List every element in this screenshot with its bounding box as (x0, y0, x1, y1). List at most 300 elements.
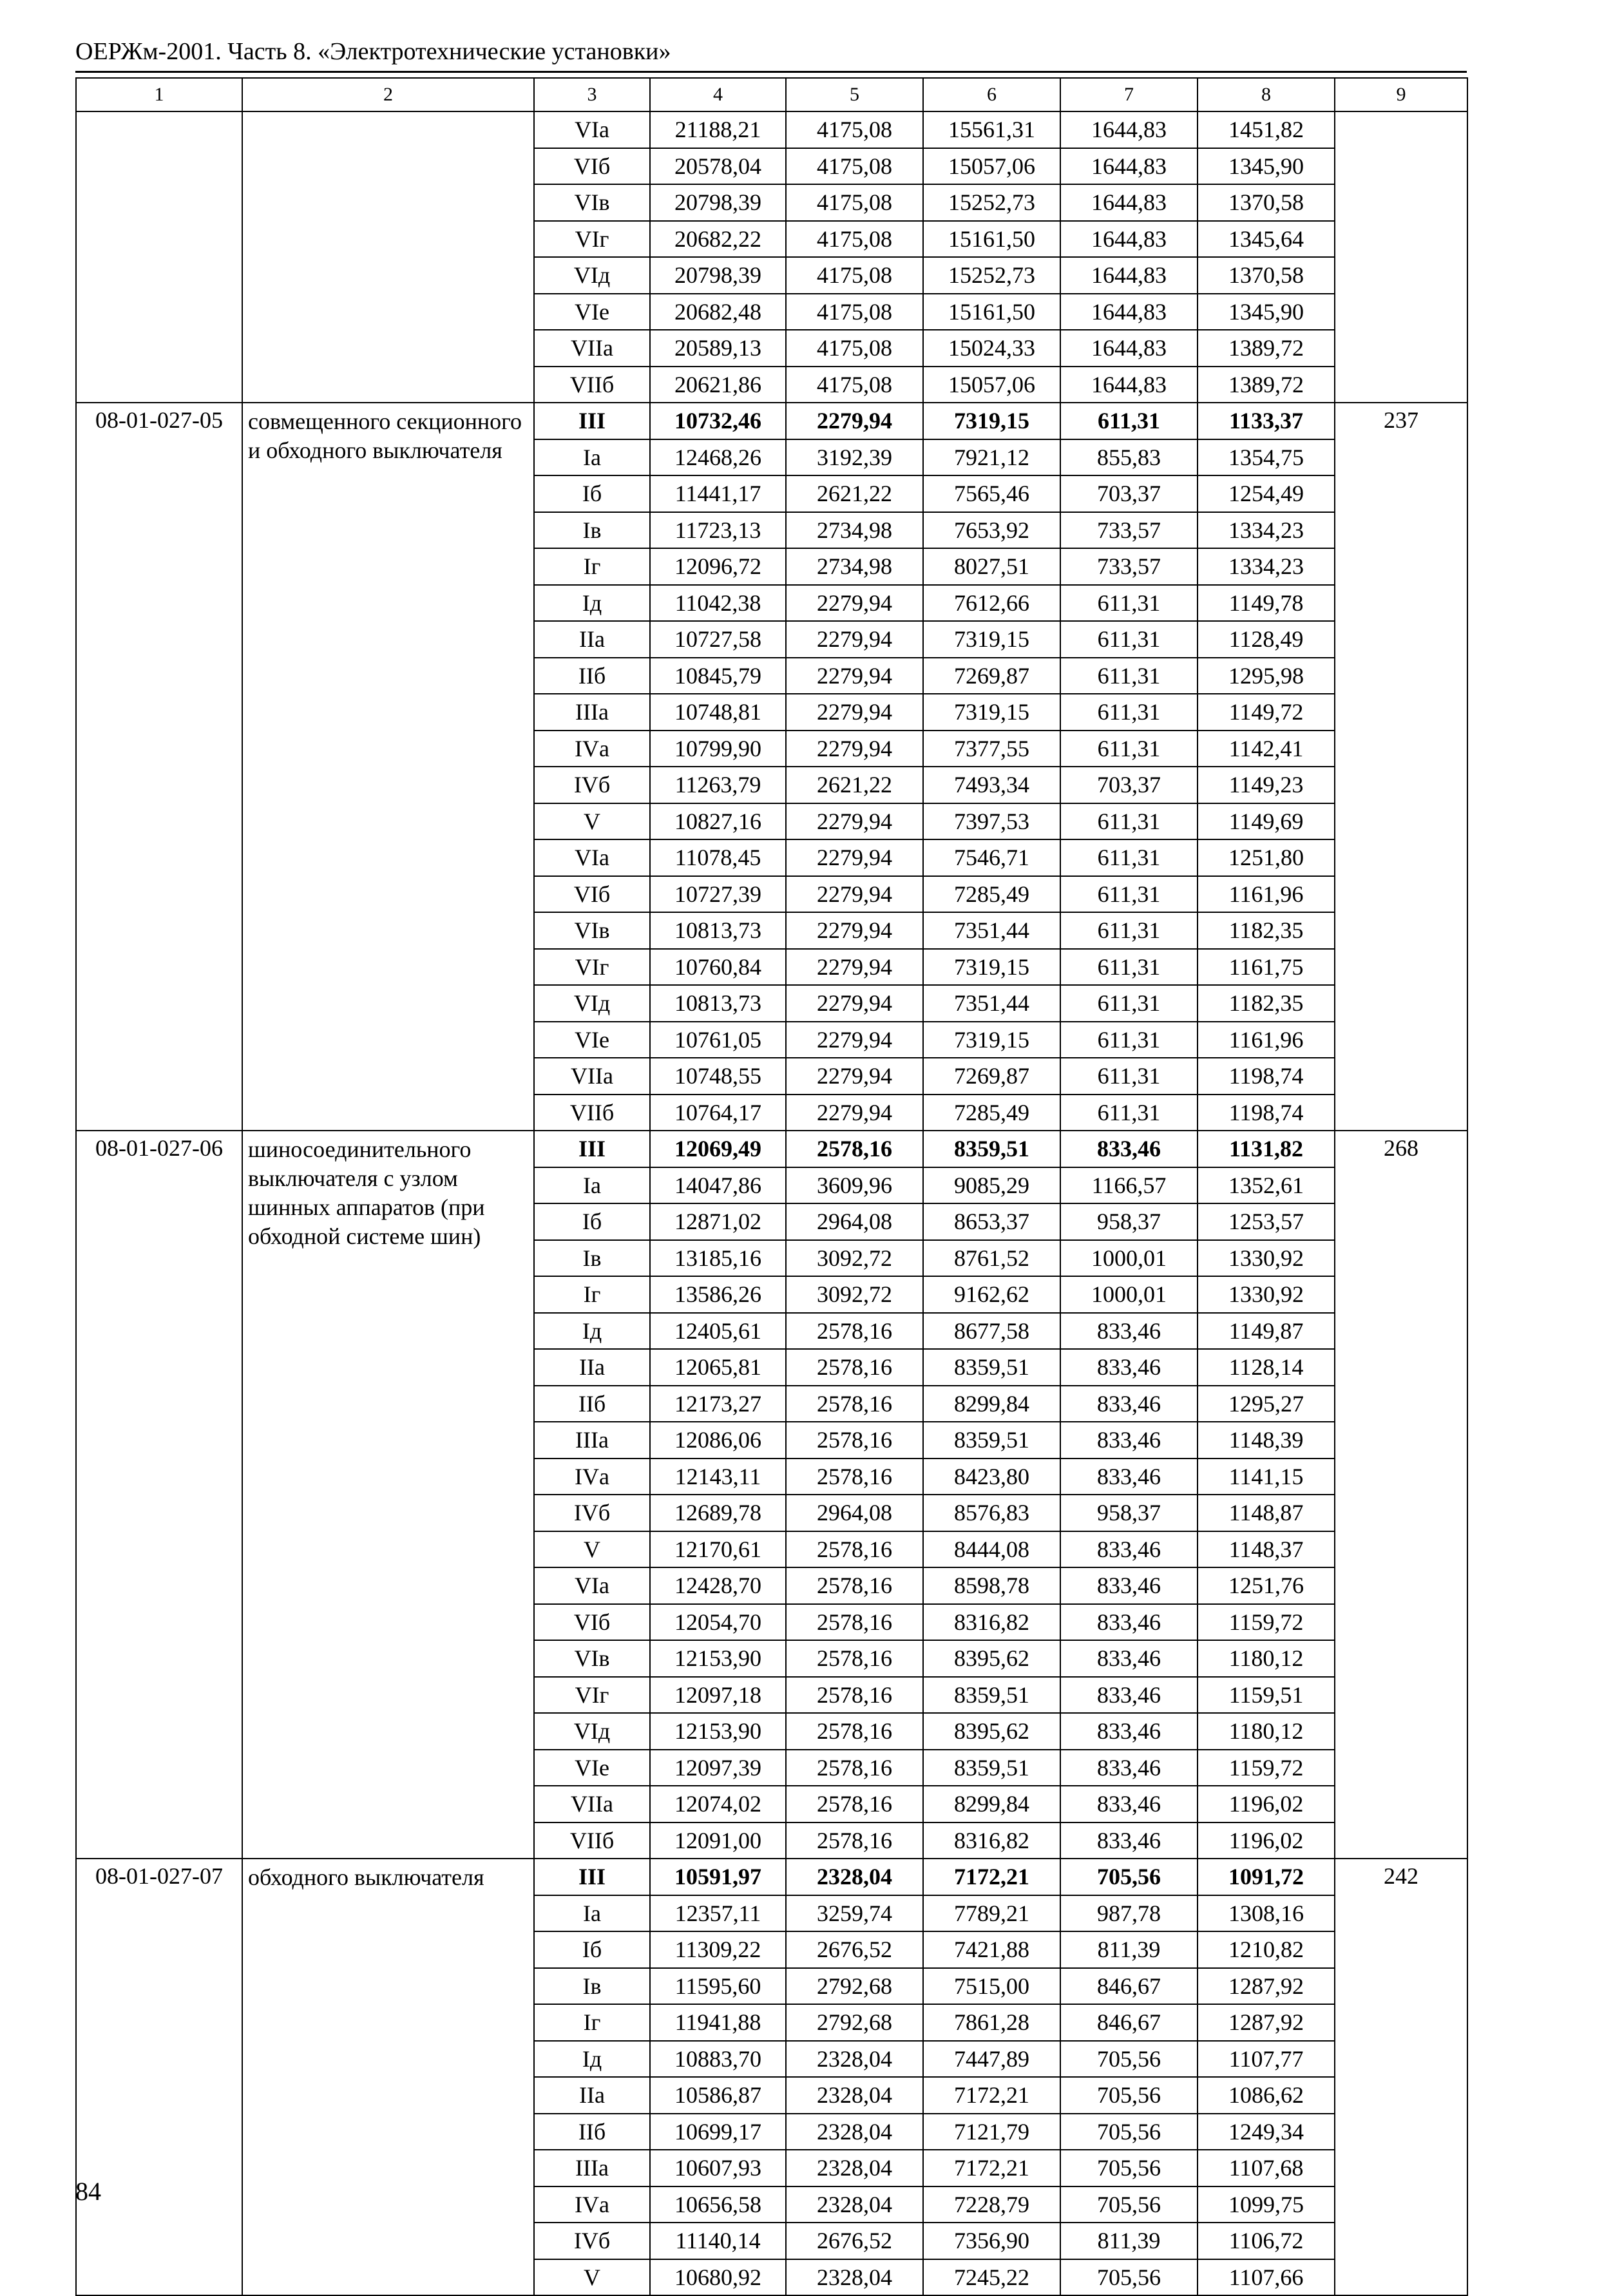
value-cell: 1295,98 (1198, 658, 1335, 694)
zone-cell: VIа (534, 111, 650, 148)
value-cell: 20621,86 (650, 367, 786, 403)
zone-cell: VIг (534, 221, 650, 258)
value-cell: 2279,94 (786, 658, 923, 694)
value-cell: 1149,78 (1198, 585, 1335, 622)
value-cell: 833,46 (1060, 1386, 1198, 1422)
table-body (76, 78, 1467, 2295)
value-cell: 7228,79 (923, 2186, 1060, 2223)
header-rule (75, 71, 1467, 73)
value-cell: 611,31 (1060, 621, 1198, 658)
value-cell: 1254,49 (1198, 475, 1335, 512)
value-cell: 7269,87 (923, 1058, 1060, 1095)
value-cell: 7921,12 (923, 439, 1060, 476)
value-cell: 1196,02 (1198, 1822, 1335, 1859)
value-cell: 2279,94 (786, 585, 923, 622)
zone-cell: Iд (534, 585, 650, 622)
value-cell: 7653,92 (923, 512, 1060, 549)
value-cell: 12153,90 (650, 1713, 786, 1750)
zone-cell: VIв (534, 184, 650, 221)
value-cell: 10761,05 (650, 1022, 786, 1058)
value-cell: 14047,86 (650, 1167, 786, 1204)
code-cell: 08-01-027-06 (76, 1131, 242, 1859)
value-cell: 12170,61 (650, 1531, 786, 1568)
zone-cell: IVа (534, 1459, 650, 1495)
value-cell: 1159,72 (1198, 1604, 1335, 1641)
zone-cell: Iа (534, 439, 650, 476)
zone-cell: Iг (534, 1276, 650, 1313)
value-cell: 12096,72 (650, 548, 786, 585)
zone-cell: VIв (534, 1640, 650, 1677)
value-cell: 2328,04 (786, 2077, 923, 2114)
zone-cell: Iг (534, 2004, 650, 2041)
value-cell: 7319,15 (923, 403, 1060, 439)
value-cell: 2279,94 (786, 694, 923, 731)
code-cell: 08-01-027-07 (76, 1859, 242, 2295)
value-cell: 811,39 (1060, 1931, 1198, 1968)
value-cell: 2578,16 (786, 1459, 923, 1495)
value-cell: 2578,16 (786, 1640, 923, 1677)
zone-cell: VIа (534, 1567, 650, 1604)
value-cell: 7351,44 (923, 912, 1060, 949)
value-cell: 15057,06 (923, 148, 1060, 185)
value-cell: 12357,11 (650, 1895, 786, 1932)
value-cell: 1210,82 (1198, 1931, 1335, 1968)
value-cell: 2792,68 (786, 1968, 923, 2005)
value-cell: 4175,08 (786, 257, 923, 294)
zone-cell: VIIа (534, 330, 650, 367)
value-cell: 11140,14 (650, 2223, 786, 2259)
value-cell: 10591,97 (650, 1859, 786, 1895)
total-cell (1335, 111, 1467, 403)
page-number: 84 (75, 2177, 101, 2206)
value-cell: 1345,90 (1198, 294, 1335, 330)
zone-cell: III (534, 1859, 650, 1895)
zone-cell: Iв (534, 1968, 650, 2005)
value-cell: 2279,94 (786, 1095, 923, 1131)
value-cell: 2279,94 (786, 839, 923, 876)
zone-cell: V (534, 2259, 650, 2296)
zone-cell: Iб (534, 1203, 650, 1240)
zone-cell: Iг (534, 548, 650, 585)
value-cell: 9162,62 (923, 1276, 1060, 1313)
value-cell: 12153,90 (650, 1640, 786, 1677)
value-cell: 10845,79 (650, 658, 786, 694)
value-cell: 1330,92 (1198, 1240, 1335, 1277)
value-cell: 11309,22 (650, 1931, 786, 1968)
value-cell: 733,57 (1060, 512, 1198, 549)
value-cell: 1196,02 (1198, 1786, 1335, 1822)
value-cell: 1107,77 (1198, 2041, 1335, 2078)
value-cell: 7377,55 (923, 731, 1060, 767)
value-cell: 4175,08 (786, 221, 923, 258)
value-cell: 15161,50 (923, 221, 1060, 258)
zone-cell: VIг (534, 1677, 650, 1714)
zone-cell: IVа (534, 731, 650, 767)
value-cell: 8359,51 (923, 1422, 1060, 1459)
value-cell: 2964,08 (786, 1203, 923, 1240)
column-number: 4 (650, 78, 786, 111)
value-cell: 2578,16 (786, 1313, 923, 1350)
zone-cell: IIа (534, 1349, 650, 1386)
value-cell: 2578,16 (786, 1349, 923, 1386)
zone-cell: VIб (534, 1604, 650, 1641)
zone-cell: VIIб (534, 1822, 650, 1859)
value-cell: 10827,16 (650, 803, 786, 840)
value-cell: 611,31 (1060, 839, 1198, 876)
value-cell: 20682,22 (650, 221, 786, 258)
value-cell: 705,56 (1060, 2077, 1198, 2114)
value-cell: 733,57 (1060, 548, 1198, 585)
column-number: 7 (1060, 78, 1198, 111)
value-cell: 2328,04 (786, 2259, 923, 2296)
value-cell: 7421,88 (923, 1931, 1060, 1968)
value-cell: 833,46 (1060, 1459, 1198, 1495)
value-cell: 10748,81 (650, 694, 786, 731)
price-table (75, 77, 1468, 2296)
value-cell: 833,46 (1060, 1349, 1198, 1386)
value-cell: 15024,33 (923, 330, 1060, 367)
value-cell: 10760,84 (650, 949, 786, 986)
value-cell: 2578,16 (786, 1713, 923, 1750)
value-cell: 8677,58 (923, 1313, 1060, 1350)
zone-cell: V (534, 1531, 650, 1568)
value-cell: 2279,94 (786, 985, 923, 1022)
value-cell: 1148,87 (1198, 1495, 1335, 1531)
value-cell: 611,31 (1060, 1022, 1198, 1058)
zone-cell: IIIа (534, 694, 650, 731)
value-cell: 1330,92 (1198, 1276, 1335, 1313)
value-cell: 2578,16 (786, 1567, 923, 1604)
value-cell: 611,31 (1060, 949, 1198, 986)
value-cell: 1149,69 (1198, 803, 1335, 840)
value-cell: 2578,16 (786, 1604, 923, 1641)
zone-cell: Iа (534, 1167, 650, 1204)
value-cell: 1159,51 (1198, 1677, 1335, 1714)
value-cell: 20578,04 (650, 148, 786, 185)
value-cell: 1091,72 (1198, 1859, 1335, 1895)
name-cell: шиносоединительного выключателя с узлом шинных аппаратов (при обходной системе шин) (242, 1131, 534, 1859)
value-cell: 15161,50 (923, 294, 1060, 330)
value-cell: 2328,04 (786, 2114, 923, 2150)
value-cell: 3092,72 (786, 1240, 923, 1277)
value-cell: 1644,83 (1060, 367, 1198, 403)
column-number: 9 (1335, 78, 1467, 111)
value-cell: 2734,98 (786, 548, 923, 585)
value-cell: 11595,60 (650, 1968, 786, 2005)
value-cell: 833,46 (1060, 1313, 1198, 1350)
value-cell: 8316,82 (923, 1822, 1060, 1859)
value-cell: 10607,93 (650, 2150, 786, 2186)
column-number: 5 (786, 78, 923, 111)
column-number: 6 (923, 78, 1060, 111)
value-cell: 12428,70 (650, 1567, 786, 1604)
value-cell: 1334,23 (1198, 548, 1335, 585)
value-cell: 12074,02 (650, 1786, 786, 1822)
value-cell: 833,46 (1060, 1567, 1198, 1604)
value-cell: 705,56 (1060, 1859, 1198, 1895)
value-cell: 1198,74 (1198, 1058, 1335, 1095)
zone-cell: VIб (534, 148, 650, 185)
zone-cell: IVа (534, 2186, 650, 2223)
value-cell: 833,46 (1060, 1786, 1198, 1822)
value-cell: 1128,14 (1198, 1349, 1335, 1386)
value-cell: 2734,98 (786, 512, 923, 549)
zone-cell: VIIа (534, 1058, 650, 1095)
value-cell: 3092,72 (786, 1276, 923, 1313)
value-cell: 12065,81 (650, 1349, 786, 1386)
value-cell: 7861,28 (923, 2004, 1060, 2041)
value-cell: 7612,66 (923, 585, 1060, 622)
zone-cell: VIв (534, 912, 650, 949)
value-cell: 1354,75 (1198, 439, 1335, 476)
value-cell: 8299,84 (923, 1386, 1060, 1422)
code-cell (76, 111, 242, 403)
value-cell: 705,56 (1060, 2259, 1198, 2296)
value-cell: 1182,35 (1198, 912, 1335, 949)
value-cell: 1161,96 (1198, 1022, 1335, 1058)
value-cell: 21188,21 (650, 111, 786, 148)
value-cell: 10680,92 (650, 2259, 786, 2296)
value-cell: 1370,58 (1198, 257, 1335, 294)
value-cell: 7789,21 (923, 1895, 1060, 1932)
value-cell: 20589,13 (650, 330, 786, 367)
value-cell: 2279,94 (786, 621, 923, 658)
value-cell: 833,46 (1060, 1750, 1198, 1786)
value-cell: 1644,83 (1060, 257, 1198, 294)
value-cell: 1000,01 (1060, 1276, 1198, 1313)
value-cell: 12143,11 (650, 1459, 786, 1495)
column-number: 2 (242, 78, 534, 111)
value-cell: 8395,62 (923, 1713, 1060, 1750)
value-cell: 7515,00 (923, 1968, 1060, 2005)
value-cell: 7319,15 (923, 949, 1060, 986)
value-cell: 958,37 (1060, 1495, 1198, 1531)
value-cell: 1161,75 (1198, 949, 1335, 986)
value-cell: 15561,31 (923, 111, 1060, 148)
value-cell: 10764,17 (650, 1095, 786, 1131)
column-number-row (76, 78, 1467, 111)
value-cell: 2621,22 (786, 475, 923, 512)
value-cell: 846,67 (1060, 1968, 1198, 2005)
value-cell: 611,31 (1060, 585, 1198, 622)
code-cell: 08-01-027-05 (76, 403, 242, 1131)
value-cell: 1287,92 (1198, 1968, 1335, 2005)
zone-cell: VIе (534, 1022, 650, 1058)
value-cell: 8598,78 (923, 1567, 1060, 1604)
zone-cell: IVб (534, 767, 650, 803)
value-cell: 10748,55 (650, 1058, 786, 1095)
value-cell: 1107,66 (1198, 2259, 1335, 2296)
value-cell: 1644,83 (1060, 148, 1198, 185)
value-cell: 611,31 (1060, 1095, 1198, 1131)
value-cell: 855,83 (1060, 439, 1198, 476)
value-cell: 7546,71 (923, 839, 1060, 876)
value-cell: 1161,96 (1198, 876, 1335, 913)
value-cell: 15057,06 (923, 367, 1060, 403)
value-cell: 4175,08 (786, 148, 923, 185)
value-cell: 12069,49 (650, 1131, 786, 1167)
name-cell: совмещенного секционного и обходного выключателя (242, 403, 534, 1131)
value-cell: 2578,16 (786, 1822, 923, 1859)
value-cell: 811,39 (1060, 2223, 1198, 2259)
value-cell: 1352,61 (1198, 1167, 1335, 1204)
value-cell: 833,46 (1060, 1131, 1198, 1167)
value-cell: 1131,82 (1198, 1131, 1335, 1167)
value-cell: 1148,39 (1198, 1422, 1335, 1459)
value-cell: 8423,80 (923, 1459, 1060, 1495)
value-cell: 7245,22 (923, 2259, 1060, 2296)
table-row (76, 1859, 1467, 1895)
value-cell: 2279,94 (786, 1022, 923, 1058)
value-cell: 611,31 (1060, 1058, 1198, 1095)
value-cell: 10699,17 (650, 2114, 786, 2150)
value-cell: 10727,58 (650, 621, 786, 658)
zone-cell: VIIб (534, 1095, 650, 1131)
value-cell: 7285,49 (923, 876, 1060, 913)
zone-cell: Iб (534, 475, 650, 512)
value-cell: 2578,16 (786, 1531, 923, 1568)
value-cell: 20682,48 (650, 294, 786, 330)
zone-cell: IIIа (534, 2150, 650, 2186)
value-cell: 7493,34 (923, 767, 1060, 803)
value-cell: 1644,83 (1060, 294, 1198, 330)
value-cell: 4175,08 (786, 111, 923, 148)
zone-cell: III (534, 403, 650, 439)
value-cell: 2792,68 (786, 2004, 923, 2041)
total-cell: 268 (1335, 1131, 1467, 1859)
value-cell: 833,46 (1060, 1713, 1198, 1750)
value-cell: 2279,94 (786, 803, 923, 840)
value-cell: 1159,72 (1198, 1750, 1335, 1786)
value-cell: 3192,39 (786, 439, 923, 476)
value-cell: 1389,72 (1198, 330, 1335, 367)
value-cell: 2578,16 (786, 1786, 923, 1822)
value-cell: 11263,79 (650, 767, 786, 803)
value-cell: 1149,23 (1198, 767, 1335, 803)
value-cell: 15252,73 (923, 184, 1060, 221)
value-cell: 2328,04 (786, 1859, 923, 1895)
value-cell: 13185,16 (650, 1240, 786, 1277)
zone-cell: IIб (534, 1386, 650, 1422)
value-cell: 2279,94 (786, 403, 923, 439)
table-row (76, 403, 1467, 439)
value-cell: 12689,78 (650, 1495, 786, 1531)
zone-cell: IVб (534, 1495, 650, 1531)
value-cell: 833,46 (1060, 1677, 1198, 1714)
value-cell: 846,67 (1060, 2004, 1198, 2041)
value-cell: 10732,46 (650, 403, 786, 439)
value-cell: 8027,51 (923, 548, 1060, 585)
value-cell: 611,31 (1060, 658, 1198, 694)
value-cell: 7172,21 (923, 2150, 1060, 2186)
name-cell (242, 111, 534, 403)
value-cell: 705,56 (1060, 2186, 1198, 2223)
value-cell: 1086,62 (1198, 2077, 1335, 2114)
zone-cell: IIа (534, 621, 650, 658)
value-cell: 12054,70 (650, 1604, 786, 1641)
value-cell: 4175,08 (786, 294, 923, 330)
value-cell: 2328,04 (786, 2150, 923, 2186)
value-cell: 1128,49 (1198, 621, 1335, 658)
value-cell: 7565,46 (923, 475, 1060, 512)
value-cell: 11042,38 (650, 585, 786, 622)
value-cell: 2279,94 (786, 731, 923, 767)
value-cell: 1308,16 (1198, 1895, 1335, 1932)
value-cell: 1141,15 (1198, 1459, 1335, 1495)
value-cell: 611,31 (1060, 985, 1198, 1022)
value-cell: 8576,83 (923, 1495, 1060, 1531)
value-cell: 611,31 (1060, 694, 1198, 731)
value-cell: 611,31 (1060, 731, 1198, 767)
value-cell: 8444,08 (923, 1531, 1060, 1568)
value-cell: 10727,39 (650, 876, 786, 913)
page-header: ОЕРЖм-2001. Часть 8. «Электротехнические установки» (75, 38, 671, 65)
value-cell: 1451,82 (1198, 111, 1335, 148)
zone-cell: IIIа (534, 1422, 650, 1459)
zone-cell: Iв (534, 1240, 650, 1277)
zone-cell: VIIа (534, 1786, 650, 1822)
value-cell: 1251,76 (1198, 1567, 1335, 1604)
value-cell: 1180,12 (1198, 1713, 1335, 1750)
value-cell: 833,46 (1060, 1604, 1198, 1641)
value-cell: 8653,37 (923, 1203, 1060, 1240)
value-cell: 13586,26 (650, 1276, 786, 1313)
zone-cell: III (534, 1131, 650, 1167)
zone-cell: VIа (534, 839, 650, 876)
value-cell: 12086,06 (650, 1422, 786, 1459)
value-cell: 833,46 (1060, 1640, 1198, 1677)
zone-cell: Iа (534, 1895, 650, 1932)
value-cell: 2578,16 (786, 1677, 923, 1714)
value-cell: 1249,34 (1198, 2114, 1335, 2150)
column-number: 1 (76, 78, 242, 111)
zone-cell: IVб (534, 2223, 650, 2259)
value-cell: 2279,94 (786, 1058, 923, 1095)
value-cell: 7319,15 (923, 694, 1060, 731)
value-cell: 10656,58 (650, 2186, 786, 2223)
value-cell: 11441,17 (650, 475, 786, 512)
value-cell: 2621,22 (786, 767, 923, 803)
value-cell: 1253,57 (1198, 1203, 1335, 1240)
value-cell: 1287,92 (1198, 2004, 1335, 2041)
value-cell: 8359,51 (923, 1750, 1060, 1786)
zone-cell: Iд (534, 1313, 650, 1350)
value-cell: 10586,87 (650, 2077, 786, 2114)
value-cell: 11078,45 (650, 839, 786, 876)
table-row (76, 111, 1467, 148)
value-cell: 987,78 (1060, 1895, 1198, 1932)
zone-cell: VIе (534, 1750, 650, 1786)
name-cell: обходного выключателя (242, 1859, 534, 2295)
value-cell: 1644,83 (1060, 330, 1198, 367)
value-cell: 2279,94 (786, 949, 923, 986)
column-number: 8 (1198, 78, 1335, 111)
value-cell: 7351,44 (923, 985, 1060, 1022)
value-cell: 2676,52 (786, 1931, 923, 1968)
value-cell: 7319,15 (923, 621, 1060, 658)
value-cell: 7172,21 (923, 2077, 1060, 2114)
value-cell: 12468,26 (650, 439, 786, 476)
value-cell: 1142,41 (1198, 731, 1335, 767)
value-cell: 705,56 (1060, 2041, 1198, 2078)
value-cell: 2578,16 (786, 1422, 923, 1459)
value-cell: 1180,12 (1198, 1640, 1335, 1677)
value-cell: 4175,08 (786, 184, 923, 221)
value-cell: 8395,62 (923, 1640, 1060, 1677)
value-cell: 2328,04 (786, 2041, 923, 2078)
value-cell: 10813,73 (650, 985, 786, 1022)
zone-cell: VIд (534, 257, 650, 294)
